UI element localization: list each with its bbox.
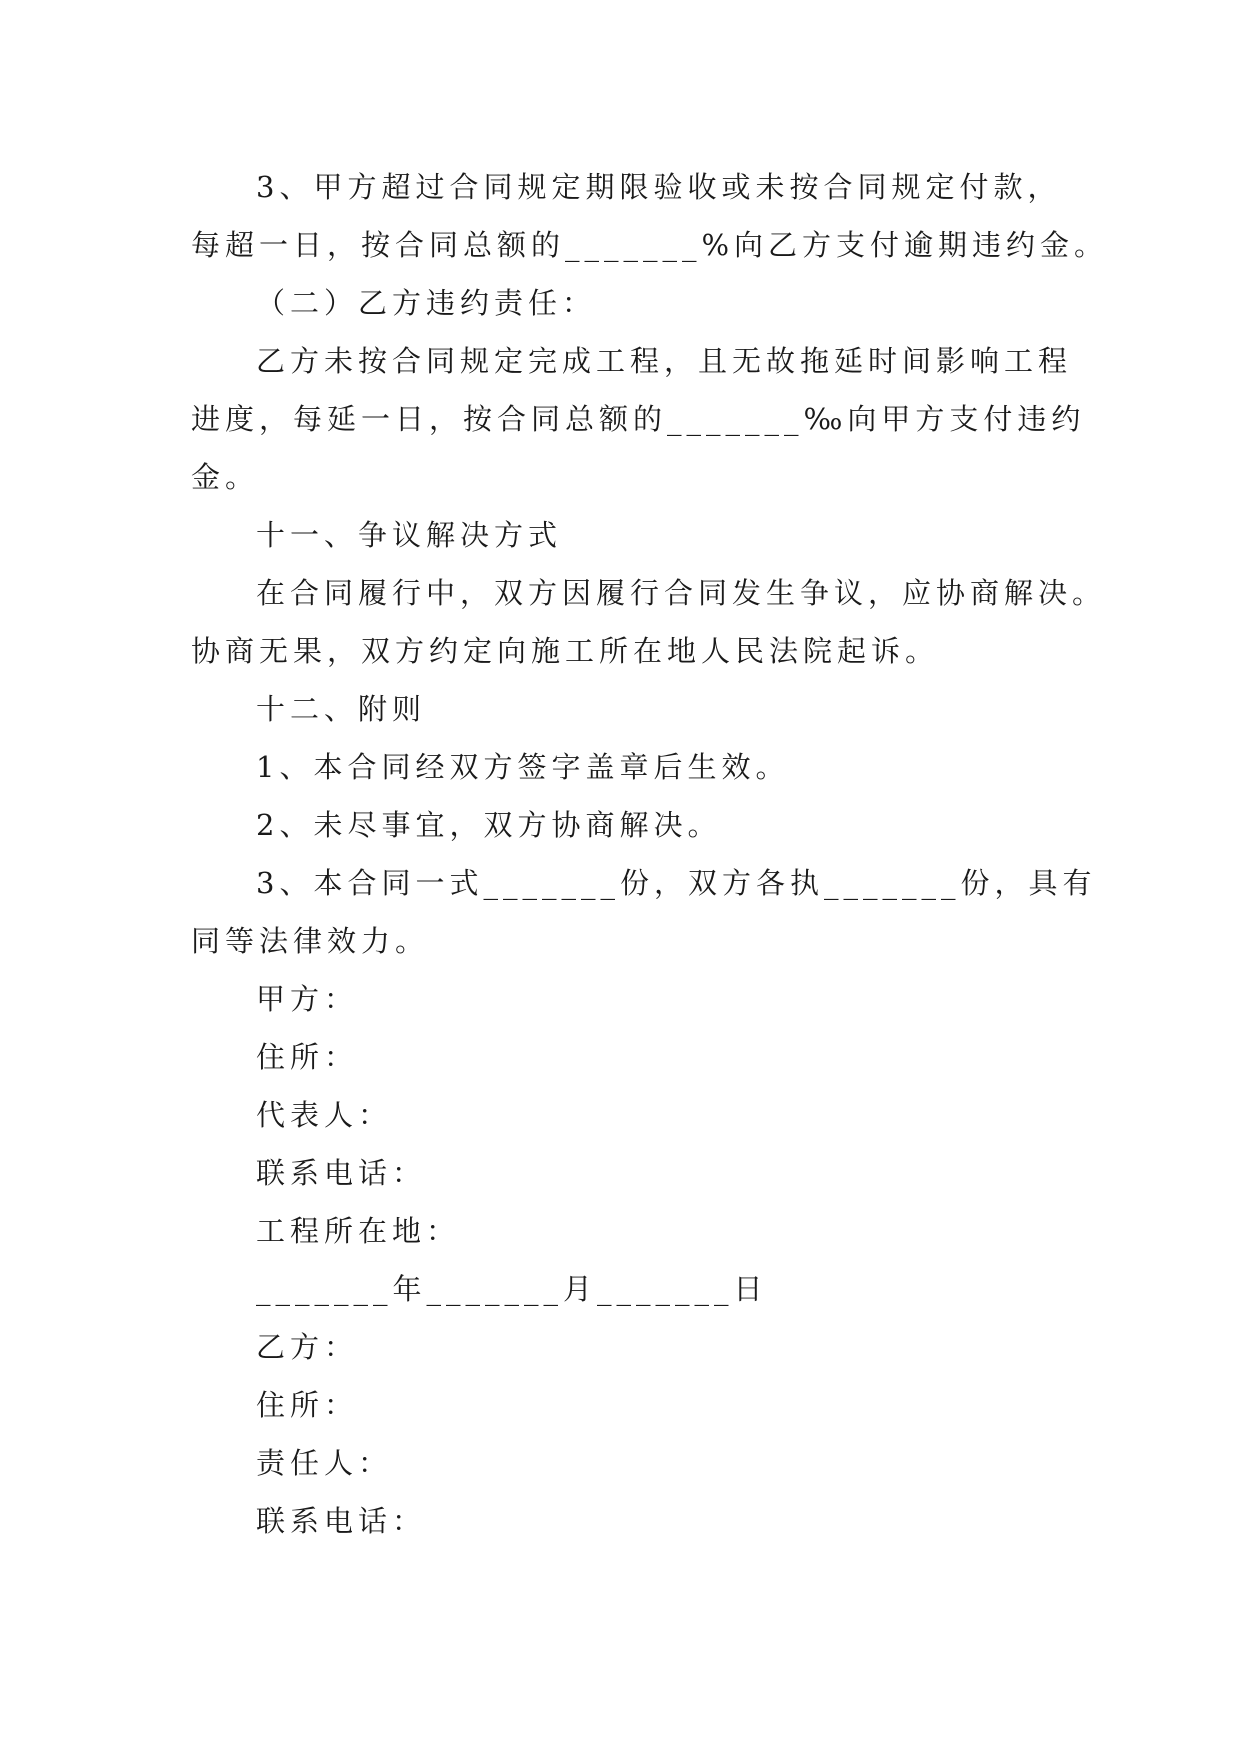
section-11-heading: 十一、争议解决方式 <box>256 518 563 552</box>
clause-3-party-a-late-payment: 3、甲方超过合同规定期限验收或未按合同规定付款， <box>256 170 1062 204</box>
project-location-label: 工程所在地： <box>256 1214 461 1248</box>
supplementary-clause-3-continuation: 同等法律效力。 <box>191 924 430 958</box>
party-b-liability-text: 乙方未按合同规定完成工程，且无故拖延时间影响工程 <box>256 344 1073 378</box>
section-party-b-liability-heading: （二）乙方违约责任： <box>256 286 597 320</box>
party-a-label: 甲方： <box>256 982 359 1016</box>
supplementary-clause-3: 3、本合同一式_______份，双方各执_______份，具有 <box>256 866 1097 900</box>
party-b-liability-end: 金。 <box>191 460 260 494</box>
supplementary-clause-1: 1、本合同经双方签字盖章后生效。 <box>256 750 790 784</box>
document-body <box>191 158 1109 1550</box>
party-b-phone-label: 联系电话： <box>256 1504 427 1538</box>
party-b-label: 乙方： <box>256 1330 359 1364</box>
date-line: _______年_______月_______日 <box>256 1272 768 1306</box>
dispute-resolution-text: 在合同履行中，双方因履行合同发生争议，应协商解决。 <box>256 576 1107 610</box>
supplementary-clause-2: 2、未尽事宜，双方协商解决。 <box>256 808 722 842</box>
party-a-address-label: 住所： <box>256 1040 359 1074</box>
party-a-phone-label: 联系电话： <box>256 1156 427 1190</box>
party-b-responsible-person-label: 责任人： <box>256 1446 393 1480</box>
party-b-address-label: 住所： <box>256 1388 359 1422</box>
section-12-heading: 十二、附则 <box>256 692 427 726</box>
dispute-resolution-continuation: 协商无果，双方约定向施工所在地人民法院起诉。 <box>191 634 940 668</box>
party-b-liability-continuation: 进度，每延一日，按合同总额的_______‰向甲方支付违约 <box>191 402 1086 436</box>
party-a-representative-label: 代表人： <box>256 1098 393 1132</box>
clause-3-continuation: 每超一日，按合同总额的_______%向乙方支付逾期违约金。 <box>191 228 1109 262</box>
